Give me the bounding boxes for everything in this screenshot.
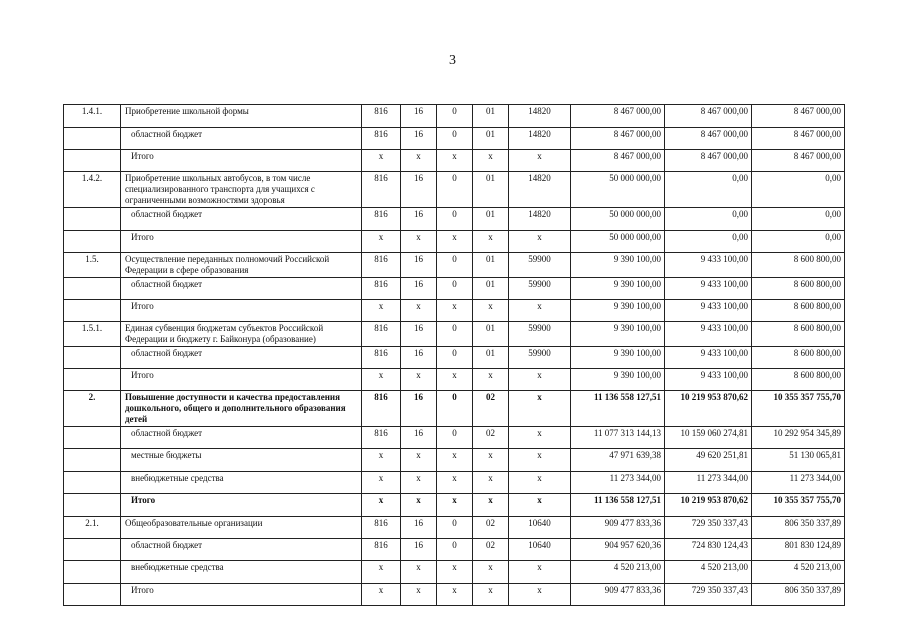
row-name: областной бюджет <box>121 347 362 369</box>
amount-year-1: 9 390 100,00 <box>571 300 665 322</box>
code-measure: 01 <box>473 253 509 278</box>
code-program: x <box>401 150 437 172</box>
amount-year-1: 8 467 000,00 <box>571 128 665 150</box>
amount-year-2: 9 433 100,00 <box>665 369 752 391</box>
code-direction: x <box>509 427 571 449</box>
table-row <box>64 172 845 208</box>
code-subprogram: 0 <box>437 539 473 561</box>
row-number <box>64 278 121 300</box>
row-number <box>64 208 121 231</box>
amount-year-3: 0,00 <box>752 208 845 231</box>
code-measure: 01 <box>473 172 509 208</box>
amount-year-1: 9 390 100,00 <box>571 347 665 369</box>
code-subprogram: x <box>437 150 473 172</box>
table-row <box>64 322 845 347</box>
code-subprogram: 0 <box>437 322 473 347</box>
row-name: Итого <box>121 300 362 322</box>
code-direction: 14820 <box>509 208 571 231</box>
code-subprogram: x <box>437 584 473 606</box>
code-direction: x <box>509 561 571 584</box>
row-number: 2. <box>64 391 121 427</box>
amount-year-1: 4 520 213,00 <box>571 561 665 584</box>
amount-year-3: 11 273 344,00 <box>752 472 845 494</box>
code-direction: 59900 <box>509 322 571 347</box>
table-row <box>64 391 845 427</box>
code-measure: x <box>473 231 509 253</box>
code-measure: x <box>473 449 509 472</box>
code-measure: 01 <box>473 347 509 369</box>
amount-year-2: 9 433 100,00 <box>665 253 752 278</box>
code-subprogram: 0 <box>437 391 473 427</box>
amount-year-2: 0,00 <box>665 231 752 253</box>
code-program: 16 <box>401 253 437 278</box>
amount-year-2: 9 433 100,00 <box>665 322 752 347</box>
code-ministry: x <box>362 150 401 172</box>
code-direction: 59900 <box>509 347 571 369</box>
code-program: x <box>401 472 437 494</box>
amount-year-3: 51 130 065,81 <box>752 449 845 472</box>
code-measure: 02 <box>473 517 509 539</box>
row-number <box>64 369 121 391</box>
code-ministry: x <box>362 231 401 253</box>
code-measure: 01 <box>473 278 509 300</box>
amount-year-1: 909 477 833,36 <box>571 517 665 539</box>
row-name: Итого <box>121 231 362 253</box>
amount-year-3: 8 600 800,00 <box>752 322 845 347</box>
row-number <box>64 561 121 584</box>
code-ministry: x <box>362 369 401 391</box>
code-measure: x <box>473 150 509 172</box>
code-ministry: 816 <box>362 105 401 128</box>
row-name: внебюджетные средства <box>121 472 362 494</box>
table-row <box>64 208 845 231</box>
code-measure: x <box>473 472 509 494</box>
code-program: 16 <box>401 278 437 300</box>
amount-year-3: 4 520 213,00 <box>752 561 845 584</box>
row-name: областной бюджет <box>121 208 362 231</box>
row-name: Итого <box>121 494 362 517</box>
amount-year-1: 909 477 833,36 <box>571 584 665 606</box>
row-name: Осуществление переданных полномочий Российской Федерации в сфере образования <box>121 253 362 278</box>
amount-year-3: 8 600 800,00 <box>752 300 845 322</box>
table-row <box>64 105 845 128</box>
code-ministry: 816 <box>362 128 401 150</box>
code-ministry: 816 <box>362 172 401 208</box>
code-measure: x <box>473 300 509 322</box>
code-ministry: x <box>362 449 401 472</box>
code-direction: 10640 <box>509 539 571 561</box>
row-number <box>64 347 121 369</box>
code-measure: 02 <box>473 539 509 561</box>
code-program: x <box>401 561 437 584</box>
table-row <box>64 278 845 300</box>
amount-year-2: 49 620 251,81 <box>665 449 752 472</box>
amount-year-3: 10 355 357 755,70 <box>752 391 845 427</box>
code-subprogram: 0 <box>437 208 473 231</box>
amount-year-1: 50 000 000,00 <box>571 172 665 208</box>
amount-year-2: 729 350 337,43 <box>665 584 752 606</box>
amount-year-2: 9 433 100,00 <box>665 300 752 322</box>
amount-year-2: 0,00 <box>665 172 752 208</box>
code-program: 16 <box>401 347 437 369</box>
row-name: Приобретение школьных автобусов, в том числе специализированного транспорта для учащихся с ограниченными возможностями здоровья <box>121 172 362 208</box>
table-row <box>64 494 845 517</box>
amount-year-2: 10 159 060 274,81 <box>665 427 752 449</box>
amount-year-1: 11 136 558 127,51 <box>571 494 665 517</box>
amount-year-2: 8 467 000,00 <box>665 150 752 172</box>
code-measure: 01 <box>473 105 509 128</box>
row-name: местные бюджеты <box>121 449 362 472</box>
row-number: 1.5.1. <box>64 322 121 347</box>
amount-year-2: 8 467 000,00 <box>665 128 752 150</box>
amount-year-1: 50 000 000,00 <box>571 231 665 253</box>
amount-year-2: 8 467 000,00 <box>665 105 752 128</box>
row-number <box>64 231 121 253</box>
code-program: 16 <box>401 539 437 561</box>
code-direction: x <box>509 584 571 606</box>
row-number <box>64 150 121 172</box>
amount-year-2: 724 830 124,43 <box>665 539 752 561</box>
amount-year-3: 8 467 000,00 <box>752 128 845 150</box>
amount-year-3: 8 600 800,00 <box>752 253 845 278</box>
code-program: 16 <box>401 208 437 231</box>
amount-year-3: 8 467 000,00 <box>752 105 845 128</box>
code-direction: 59900 <box>509 278 571 300</box>
amount-year-3: 10 355 357 755,70 <box>752 494 845 517</box>
row-name: внебюджетные средства <box>121 561 362 584</box>
row-number <box>64 539 121 561</box>
amount-year-1: 11 273 344,00 <box>571 472 665 494</box>
row-number <box>64 449 121 472</box>
code-ministry: x <box>362 494 401 517</box>
code-program: 16 <box>401 128 437 150</box>
amount-year-3: 806 350 337,89 <box>752 584 845 606</box>
amount-year-3: 0,00 <box>752 172 845 208</box>
row-name: областной бюджет <box>121 427 362 449</box>
row-name: Итого <box>121 369 362 391</box>
code-direction: x <box>509 300 571 322</box>
code-program: x <box>401 449 437 472</box>
code-ministry: x <box>362 584 401 606</box>
code-program: 16 <box>401 427 437 449</box>
amount-year-2: 729 350 337,43 <box>665 517 752 539</box>
code-direction: x <box>509 150 571 172</box>
row-name: Итого <box>121 150 362 172</box>
row-name: областной бюджет <box>121 128 362 150</box>
amount-year-2: 9 433 100,00 <box>665 347 752 369</box>
row-number <box>64 584 121 606</box>
amount-year-3: 8 600 800,00 <box>752 347 845 369</box>
amount-year-2: 9 433 100,00 <box>665 278 752 300</box>
code-measure: x <box>473 561 509 584</box>
row-name: областной бюджет <box>121 278 362 300</box>
table-row <box>64 561 845 584</box>
table-row <box>64 427 845 449</box>
code-program: x <box>401 494 437 517</box>
code-direction: x <box>509 494 571 517</box>
amount-year-3: 801 830 124,89 <box>752 539 845 561</box>
amount-year-2: 4 520 213,00 <box>665 561 752 584</box>
code-ministry: 816 <box>362 391 401 427</box>
amount-year-1: 11 077 313 144,13 <box>571 427 665 449</box>
table-row <box>64 347 845 369</box>
row-number: 1.4.1. <box>64 105 121 128</box>
code-direction: x <box>509 449 571 472</box>
code-ministry: x <box>362 300 401 322</box>
code-subprogram: 0 <box>437 172 473 208</box>
code-subprogram: x <box>437 472 473 494</box>
amount-year-2: 10 219 953 870,62 <box>665 494 752 517</box>
code-ministry: 816 <box>362 278 401 300</box>
code-measure: 01 <box>473 322 509 347</box>
amount-year-1: 9 390 100,00 <box>571 322 665 347</box>
amount-year-3: 8 467 000,00 <box>752 150 845 172</box>
code-subprogram: 0 <box>437 517 473 539</box>
amount-year-1: 47 971 639,38 <box>571 449 665 472</box>
row-name: областной бюджет <box>121 539 362 561</box>
row-number <box>64 494 121 517</box>
amount-year-1: 8 467 000,00 <box>571 105 665 128</box>
code-program: x <box>401 300 437 322</box>
code-measure: 02 <box>473 427 509 449</box>
table-row <box>64 449 845 472</box>
code-direction: 14820 <box>509 105 571 128</box>
code-ministry: x <box>362 561 401 584</box>
row-number <box>64 128 121 150</box>
table-row <box>64 369 845 391</box>
row-name: Повышение доступности и качества предоставления дошкольного, общего и дополнительного образования детей <box>121 391 362 427</box>
amount-year-2: 11 273 344,00 <box>665 472 752 494</box>
table-row <box>64 517 845 539</box>
code-subprogram: x <box>437 369 473 391</box>
code-program: 16 <box>401 172 437 208</box>
table-row <box>64 539 845 561</box>
code-ministry: 816 <box>362 253 401 278</box>
row-name: Единая субвенция бюджетам субъектов Российской Федерации и бюджету г. Байконура (образование) <box>121 322 362 347</box>
amount-year-1: 50 000 000,00 <box>571 208 665 231</box>
code-subprogram: 0 <box>437 427 473 449</box>
code-program: 16 <box>401 322 437 347</box>
code-ministry: 816 <box>362 427 401 449</box>
amount-year-1: 9 390 100,00 <box>571 369 665 391</box>
code-measure: x <box>473 369 509 391</box>
table-row <box>64 300 845 322</box>
amount-year-3: 10 292 954 345,89 <box>752 427 845 449</box>
code-measure: 01 <box>473 128 509 150</box>
code-direction: x <box>509 369 571 391</box>
code-subprogram: 0 <box>437 128 473 150</box>
code-measure: 01 <box>473 208 509 231</box>
code-subprogram: 0 <box>437 347 473 369</box>
code-direction: 59900 <box>509 253 571 278</box>
amount-year-1: 9 390 100,00 <box>571 253 665 278</box>
code-direction: 14820 <box>509 128 571 150</box>
code-ministry: 816 <box>362 517 401 539</box>
row-name: Общеобразовательные организации <box>121 517 362 539</box>
code-subprogram: 0 <box>437 278 473 300</box>
code-program: 16 <box>401 391 437 427</box>
amount-year-2: 10 219 953 870,62 <box>665 391 752 427</box>
row-number <box>64 300 121 322</box>
code-ministry: 816 <box>362 322 401 347</box>
page-number: 3 <box>449 53 456 68</box>
amount-year-2: 0,00 <box>665 208 752 231</box>
amount-year-1: 8 467 000,00 <box>571 150 665 172</box>
code-direction: x <box>509 391 571 427</box>
row-name: Приобретение школьной формы <box>121 105 362 128</box>
amount-year-3: 8 600 800,00 <box>752 369 845 391</box>
row-number: 1.4.2. <box>64 172 121 208</box>
row-number <box>64 427 121 449</box>
amount-year-3: 806 350 337,89 <box>752 517 845 539</box>
amount-year-1: 9 390 100,00 <box>571 278 665 300</box>
table-row <box>64 584 845 606</box>
table-row <box>64 253 845 278</box>
table-row <box>64 231 845 253</box>
code-subprogram: x <box>437 300 473 322</box>
code-subprogram: x <box>437 494 473 517</box>
code-ministry: 816 <box>362 539 401 561</box>
code-measure: x <box>473 494 509 517</box>
code-ministry: x <box>362 472 401 494</box>
code-program: x <box>401 369 437 391</box>
code-program: 16 <box>401 517 437 539</box>
row-name: Итого <box>121 584 362 606</box>
code-subprogram: x <box>437 231 473 253</box>
code-direction: x <box>509 472 571 494</box>
code-measure: 02 <box>473 391 509 427</box>
code-program: x <box>401 584 437 606</box>
row-number: 2.1. <box>64 517 121 539</box>
row-number <box>64 472 121 494</box>
amount-year-3: 8 600 800,00 <box>752 278 845 300</box>
budget-table-body <box>64 105 845 606</box>
code-direction: 10640 <box>509 517 571 539</box>
code-measure: x <box>473 584 509 606</box>
code-subprogram: x <box>437 449 473 472</box>
amount-year-1: 11 136 558 127,51 <box>571 391 665 427</box>
code-ministry: 816 <box>362 208 401 231</box>
code-program: x <box>401 231 437 253</box>
code-subprogram: 0 <box>437 253 473 278</box>
budget-table <box>63 104 845 606</box>
code-subprogram: 0 <box>437 105 473 128</box>
amount-year-1: 904 957 620,36 <box>571 539 665 561</box>
code-ministry: 816 <box>362 347 401 369</box>
code-direction: 14820 <box>509 172 571 208</box>
code-direction: x <box>509 231 571 253</box>
code-subprogram: x <box>437 561 473 584</box>
table-row <box>64 128 845 150</box>
amount-year-3: 0,00 <box>752 231 845 253</box>
code-program: 16 <box>401 105 437 128</box>
table-row <box>64 472 845 494</box>
row-number: 1.5. <box>64 253 121 278</box>
table-row <box>64 150 845 172</box>
